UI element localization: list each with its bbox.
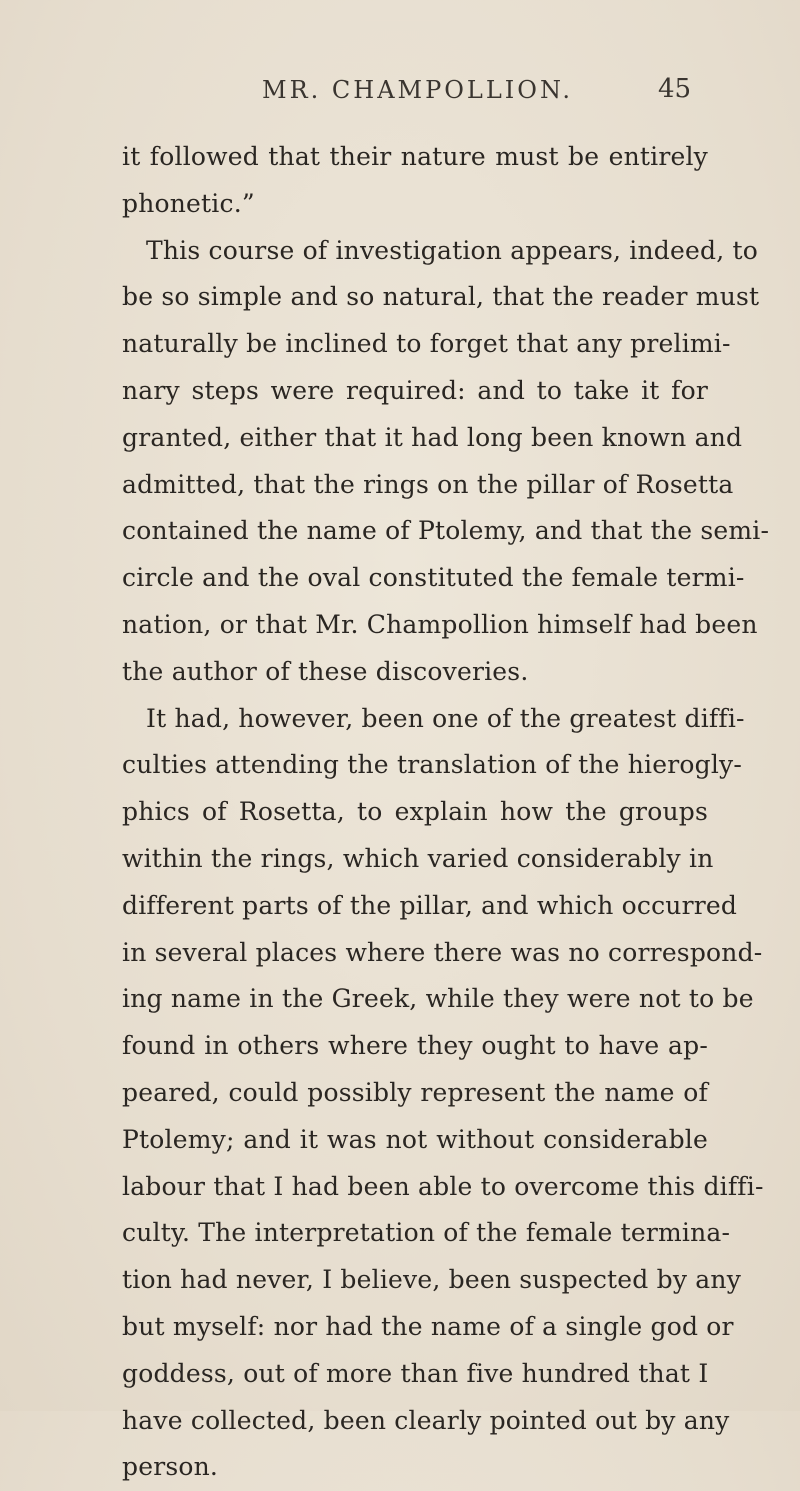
text-line: ing name in the Greek, while they were not to be [122,984,754,1014]
text-line: phics of Rosetta, to explain how the groups [122,797,708,827]
text-line: admitted, that the rings on the pillar of Rosetta [122,469,734,499]
text-line: labour that I had been able to overcome this diffi- [122,1171,764,1201]
text-line: have collected, been clearly pointed out by any [122,1405,730,1435]
text-line: found in others where they ought to have ap- [122,1031,708,1061]
text-line: person. [122,1452,219,1482]
text-line: different parts of the pillar, and which occurred [122,890,738,920]
text-line: phonetic.” [122,188,255,218]
running-head [0,76,800,116]
text-line: contained the name of Ptolemy, and that the semi- [122,516,770,546]
text-line: culty. The interpretation of the female termina- [122,1218,731,1248]
text-line: be so simple and so natural, that the reader must [122,282,760,312]
text-line: circle and the oval constituted the female termi- [122,563,745,593]
page-number: 45 [658,74,692,104]
text-line: naturally be inclined to forget that any prelimi- [122,329,731,359]
text-line: it followed that their nature must be entirely [122,142,708,171]
text-line: culties attending the translation of the hierogly- [122,750,743,780]
text-line: goddess, out of more than five hundred that I [122,1358,709,1388]
text-line: in several places where there was no correspond- [122,937,763,967]
text-line: within the rings, which varied considerably in [122,843,714,873]
text-line: granted, either that it had long been known and [122,422,743,452]
text-line: tion had never, I believe, been suspected by any [122,1265,742,1295]
text-line: peared, could possibly represent the name of [122,1077,708,1107]
body-text [122,134,770,1491]
text-line: the author of these discoveries. [122,656,529,686]
running-title: MR. CHAMPOLLION. [262,76,574,104]
paragraph-first-line: It had, however, been one of the greatest diffi- [146,703,745,733]
text-line: but myself: nor had the name of a single god or [122,1311,734,1341]
text-line: nation, or that Mr. Champollion himself had been [122,609,758,639]
paragraph-first-line: This course of investigation appears, indeed, to [146,235,758,265]
text-line: Ptolemy; and it was not without considerable [122,1124,708,1154]
text-line: nary steps were required: and to take it for [122,375,708,405]
